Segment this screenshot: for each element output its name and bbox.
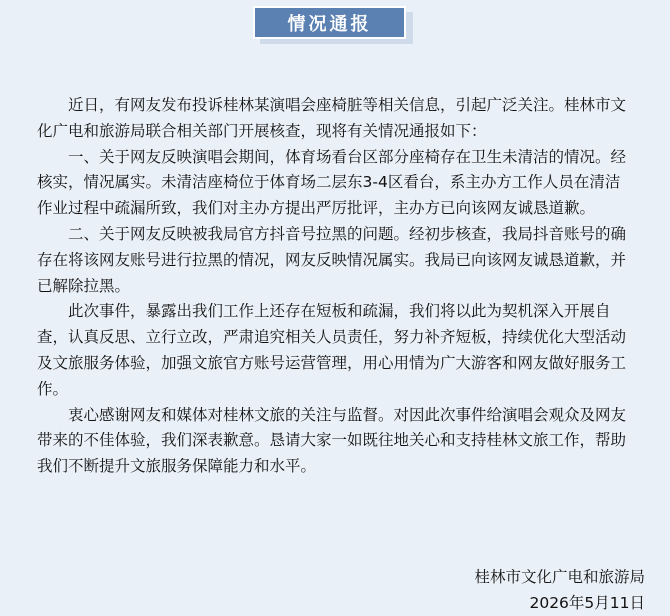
paragraph-item-one: 一、关于网友反映演唱会期间，体育场看台区部分座椅存在卫生未清洁的情况。经核实，情况属实。未清洁座椅位于体育场二层东3-4区看台，系主办方工作人员在清洁作业过程中疏漏所致，我们对主办方提出严厉批评，主办方已向该网友诚恳道歉。 [37,147,627,218]
title-box [253,6,406,39]
paragraph-reflection: 此次事件，暴露出我们工作上还存在短板和疏漏，我们将以此为契机深入开展自查，认真反思、立行立改，严肃追究相关人员责任，努力补齐短板，持续优化大型活动及文旅服务体验，加强文旅官方账号运营管理，用心用情为广大游客和网友做好服务工作。 [37,302,627,398]
paragraph-closing: 衷心感谢网友和媒体对桂林文旅的关注与监督。对因此次事件给演唱会观众及网友带来的不佳体验，我们深表歉意。恳请大家一如既往地关心和支持桂林文旅工作，帮助我们不断提升文旅服务保障能力和水平。 [37,405,627,476]
page-title: 情况通报 [287,13,372,35]
signature-block [474,564,645,616]
notice-body [37,93,635,480]
paragraph-item-two: 二、关于网友反映被我局官方抖音号拉黑的问题。经初步核查，我局抖音账号的确存在将该网友账号进行拉黑的情况，网友反映情况属实。我局已向该网友诚恳道歉，并已解除拉黑。 [37,224,627,295]
title-banner [253,6,413,44]
issue-date: 2026年5月11日 [529,594,645,612]
paragraph-intro: 近日，有网友发布投诉桂林某演唱会座椅脏等相关信息，引起广泛关注。桂林市文化广电和旅游局联合相关部门开展核查，现将有关情况通报如下： [37,96,627,140]
issuing-organization: 桂林市文化广电和旅游局 [474,568,645,586]
